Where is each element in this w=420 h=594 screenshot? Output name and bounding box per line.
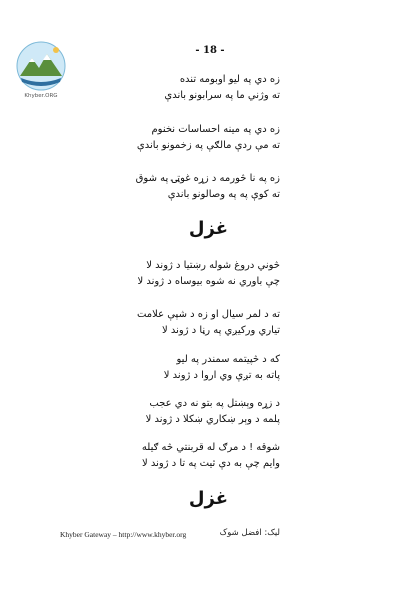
verse-line: چې باوري نه شوه بيوساه د ژوند لا (137, 276, 280, 287)
logo-label: Khyber.ORG (24, 93, 58, 99)
verse-line: زه دي په مينه احساسات نخنوم (151, 124, 280, 135)
verse-line: که د څپیتمه سمندر په لیو (176, 354, 280, 365)
verse-line: پاته به تږې وي اروا د ژوند لا (163, 370, 280, 381)
stanza (50, 307, 280, 339)
verse-line: زه په نا څورمه د زړه غوټۍ په شوق (135, 173, 280, 184)
stanza (50, 396, 280, 428)
verse-line: ته کوې په په وصالونو باندې (167, 189, 280, 200)
verse-line: ته د لمر سيال او زه د شپې علامت (136, 309, 280, 320)
verse-line: وايم چې به دې ثيت په تا د ژوند لا (141, 458, 280, 469)
page-number: - 18 - (195, 45, 225, 56)
verse-line: ته مې ردې مالګې په زخمونو باندې (136, 140, 280, 151)
verse-line: زه دي په ليو اوبومه تنده (179, 74, 280, 85)
verse-line: څوني دروغ شوله رښتيا د ژوند لا (146, 260, 280, 271)
section-heading: غزل (188, 218, 228, 239)
stanza (50, 171, 280, 203)
verse-line: د زړه وېښتل په بتو نه دي عجب (149, 398, 280, 409)
stanza (50, 72, 280, 104)
verse-line: پلمه د وېر ښکاري ښکلا د ژوند لا (145, 414, 280, 425)
stanza (50, 352, 280, 384)
verse-line: ته وژني ما په سرابونو باندې (164, 90, 280, 101)
footer-website: Khyber Gateway – http://www.khyber.org (60, 530, 187, 539)
verse-line: شوقه ! د مرګ له قربنتي څه ګيله (141, 442, 280, 453)
verse-line: تياري ورکيږي په رڼا د ژوند لا (161, 325, 280, 336)
stanza (50, 440, 280, 472)
stanza (50, 122, 280, 154)
stanza (50, 258, 280, 290)
section-heading: غزل (188, 488, 228, 509)
footer-author: ليک: افضل شوک (219, 528, 280, 538)
